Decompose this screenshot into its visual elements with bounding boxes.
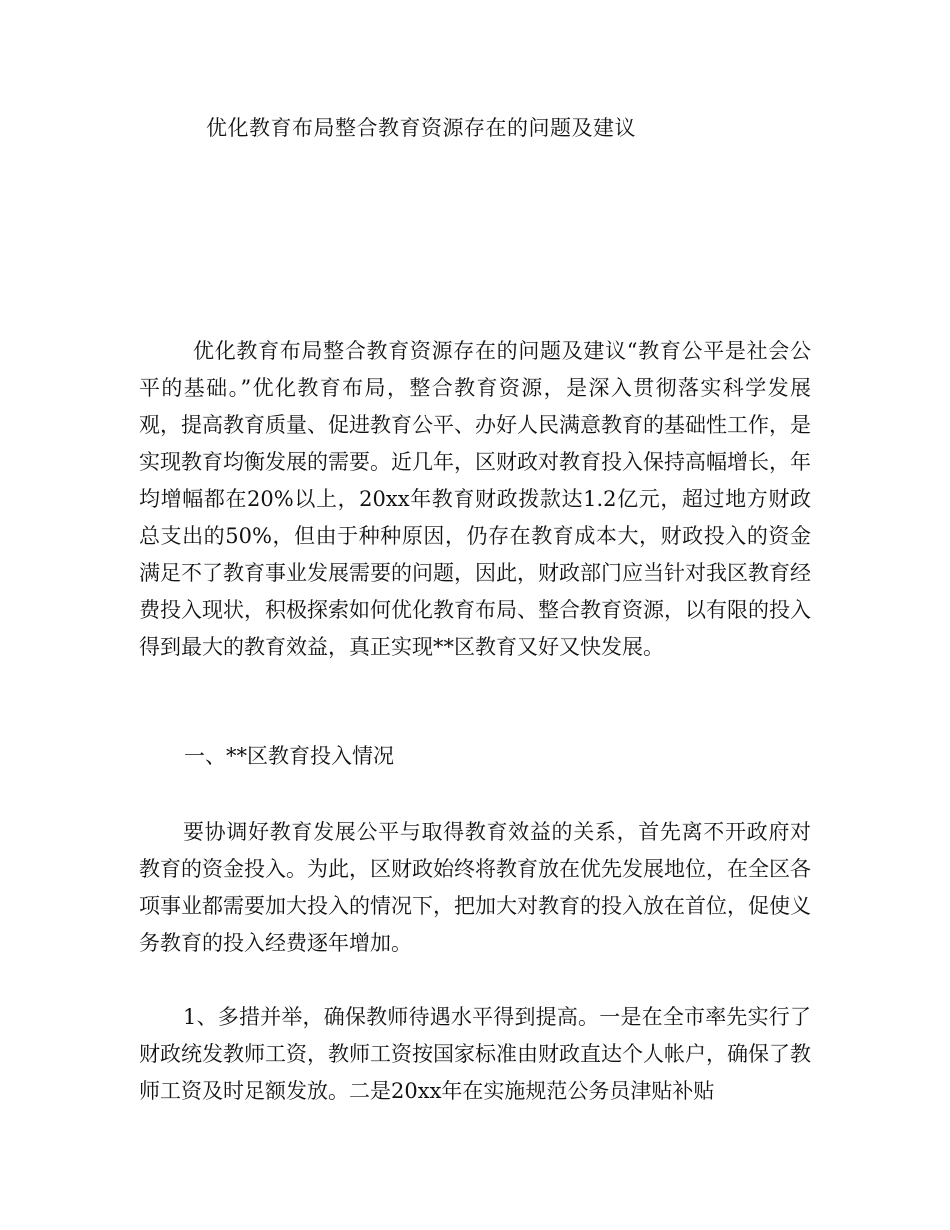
intro-paragraph: 优化教育布局整合教育资源存在的问题及建议“教育公平是社会公平的基础。”优化教育布局，整合教育资源，是深入贯彻落实科学发展观，提高教育质量、促进教育公平、办好人民满意教育的基础性工作，是实现教育均衡发展的需要。近几年，区财政对教育投入保持高幅增长，年均增幅都在20%以上，20xx年教育财政拨款达1.2亿元，超过地方财政总支出的50%，但由于种种原因，仍存在教育成本大，财政投入的资金满足不了教育事业发展需要的问题，因此，财政部门应当针对我区教育经费投入现状，积极探索如何优化教育布局、整合教育资源，以有限的投入得到最大的教育效益，真正实现**区教育又好又快发展。 — [139, 339, 811, 659]
section-paragraph: 要协调好教育发展公平与取得教育效益的关系，首先离不开政府对教育的资金投入。为此，区财政始终将教育放在优先发展地位，在全区各项事业都需要加大投入的情况下，把加大对教育的投入放在首位，促使义务教育的投入经费逐年增加。 — [139, 820, 811, 955]
item-paragraph: 1、多措并举，确保教师待遇水平得到提高。一是在全市率先实行了财政统发教师工资，教师工资按国家标准由财政直达个人帐户，确保了教师工资及时足额发放。二是20xx年在实施规范公务员津贴补贴 — [139, 1005, 811, 1103]
document-title: 优化教育布局整合教育资源存在的问题及建议 — [206, 116, 636, 140]
section-heading: 一、**区教育投入情况 — [184, 744, 394, 768]
